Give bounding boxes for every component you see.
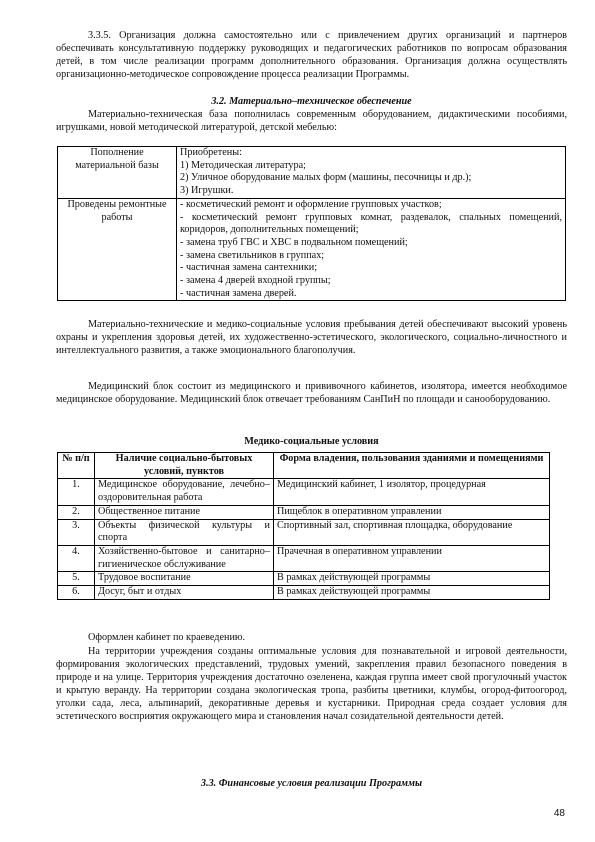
table-row [58, 147, 566, 199]
header-conditions: Наличие социально-бытовых условий, пунктов [95, 453, 274, 479]
row-label: Пополнение материальной базы [58, 147, 177, 199]
list-item: - косметический ремонт и оформление групповых участков; [180, 198, 442, 210]
table-row [58, 505, 550, 519]
list-item: - частичная замена дверей. [180, 287, 297, 299]
row-items [177, 198, 566, 301]
table-row [58, 519, 550, 545]
row-condition: Объекты физической культуры и спорта [95, 519, 274, 545]
row-condition: Трудовое воспитание [95, 572, 274, 586]
material-base-table [57, 146, 566, 301]
table-row [58, 198, 566, 301]
row-number: 2. [58, 505, 95, 519]
page-number: 48 [553, 808, 565, 819]
section-heading-3-3: 3.3. Финансовые условия реализации Программы [200, 778, 423, 789]
list-item: 3) Игрушки. [180, 185, 234, 197]
row-condition: Медицинское оборудование, лечебно–оздоровительная работа [95, 479, 274, 505]
header-number: № п/п [58, 453, 95, 479]
table-row [58, 545, 550, 571]
row-number: 5. [58, 572, 95, 586]
row-label: Проведены ремонтные работы [58, 198, 177, 301]
medical-social-table [57, 452, 550, 600]
row-condition: Общественное питание [95, 505, 274, 519]
paragraph-territory: На территории учреждения созданы оптимальные условия для познавательной и игровой деятельности, формирования экологических представлений, трудовых умений, закрепления правил безопасного поведения в природе и на улице. Территория учреждения достаточно озеленена, каждая группа имеет свой прогулочный участок и крытую веранду. На территории создана экологическая тропа, разбиты цветники, клумбы, огород-фитоогород, уголки сада, леса, альпинарий, декоративные деревья и кустарники. Природная среда создает условия для эстетического восприятия окружающего мира и становления начал созидательной деятельности детей. [56, 646, 567, 722]
row-condition: Хозяйственно-бытовое и санитарно–гигиеническое обслуживание [95, 545, 274, 571]
row-ownership: Медицинский кабинет, 1 изолятор, процедурная [274, 479, 550, 505]
list-item: - косметический ремонт групповых комнат, раздевалок, спальных помещений, коридоров, дополнительных помещений; [180, 211, 562, 236]
list-item: - частичная замена сантехники; [180, 262, 318, 274]
list-item: - замена труб ГВС и ХВС в подвальном помещений; [180, 236, 408, 248]
row-ownership: Прачечная в оперативном управлении [274, 545, 550, 571]
list-item: Приобретены: [180, 147, 242, 158]
row-items [177, 147, 566, 199]
table-title-medical-social: Медико-социальные условия [244, 436, 379, 447]
row-number: 6. [58, 586, 95, 600]
table-header-row [58, 453, 550, 479]
row-number: 4. [58, 545, 95, 571]
row-condition: Досуг, быт и отдых [95, 586, 274, 600]
header-ownership: Форма владения, пользования зданиями и помещениями [274, 453, 550, 479]
table-row [58, 586, 550, 600]
list-item: - замена светильников в группах; [180, 249, 325, 261]
list-item: 2) Уличное оборудование малых форм (машины, песочницы и др.); [180, 172, 472, 184]
paragraph-material-base: Материально-техническая база пополнилась современным оборудованием, дидактическими пособиями, игрушками, новой методической литературой, детской мебелью: [56, 109, 567, 133]
paragraph-cabinet: Оформлен кабинет по краеведению. [88, 632, 246, 643]
table-row [58, 572, 550, 586]
row-ownership: Пищеблок в оперативном управлении [274, 505, 550, 519]
row-ownership: В рамках действующей программы [274, 586, 550, 600]
paragraph-medical-block: Медицинский блок состоит из медицинского и прививочного кабинетов, изолятора, имеется необходимое медицинское оборудование. Медицинский блок отвечает требованиям СанПиН по площади и санооборудованию. [56, 381, 567, 405]
row-number: 1. [58, 479, 95, 505]
paragraph-3-3-5: 3.3.5. Организация должна самостоятельно или с привлечением других организаций и партнеров обеспечивать консультативную поддержку руководящих и педагогических работников по вопросам образования детей, в том числе реализации программ дополнительного образования. Организация должна осуществлять организационно-методическое сопровождение процесса реализации Программы. [56, 30, 567, 80]
section-heading-3-2: 3.2. Материально–техническое обеспечение [211, 96, 412, 107]
list-item: - замена 4 дверей входной группы; [180, 275, 331, 287]
list-item: 1) Методическая литература; [180, 159, 306, 171]
table-row [58, 479, 550, 505]
row-number: 3. [58, 519, 95, 545]
paragraph-conditions: Материально-технические и медико-социальные условия пребывания детей обеспечивают высокий уровень охраны и укрепления здоровья детей, их художественно-эстетического, экологического, социально-личностного и интеллектуального развития, а также эмоционального благополучия. [56, 319, 567, 356]
row-ownership: Спортивный зал, спортивная площадка, оборудование [274, 519, 550, 545]
row-ownership: В рамках действующей программы [274, 572, 550, 586]
